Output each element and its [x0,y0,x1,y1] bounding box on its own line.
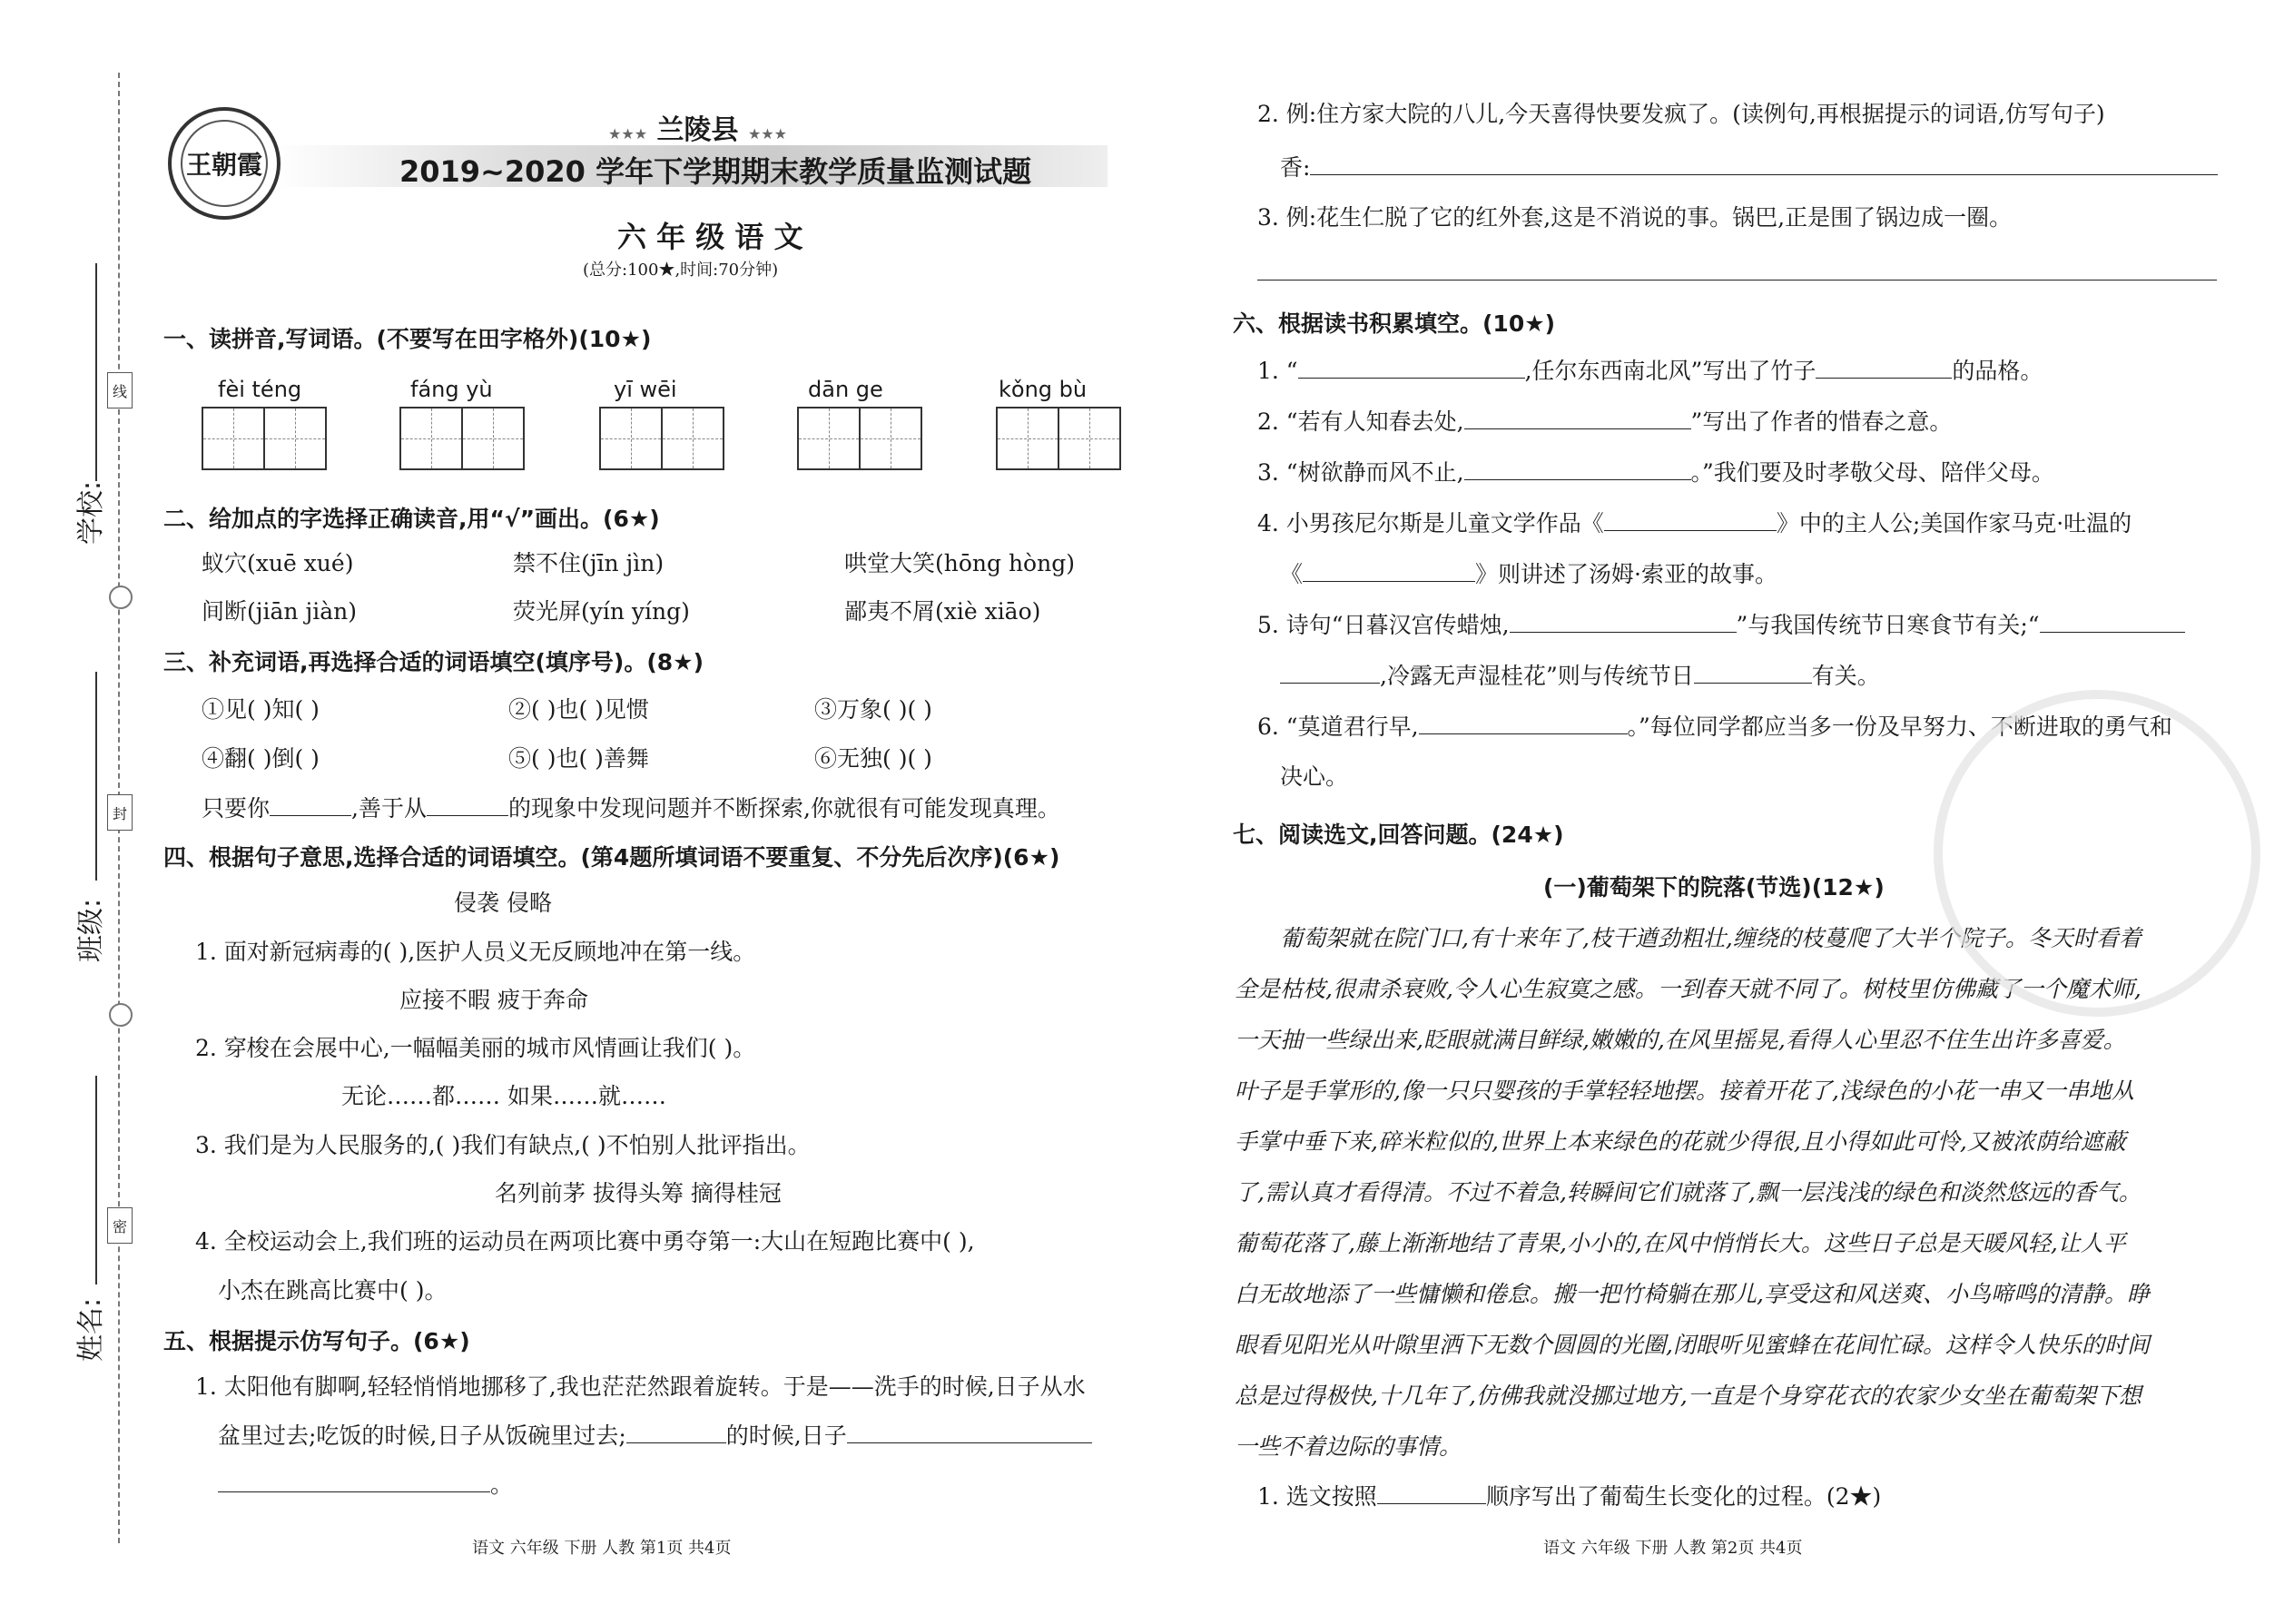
q6-item-4: 4. 小男孩尼尔斯是儿童文学作品《 》中的主人公;美国作家马克·吐温的 [1257,507,2132,540]
q3-blank-2[interactable] [427,792,508,816]
binding-mark-mi: 密 [107,1207,133,1244]
passage-line: 叶子是手掌形的,像一只只婴孩的手掌轻轻地摆。接着开花了,浅绿色的小花一串又一串地从 [1235,1078,2134,1104]
pinyin-1: fèi téng [218,377,302,402]
passage-line: 总是过得极快,十几年了,仿佛我就没挪过地方,一直是个身穿花衣的农家少女坐在葡萄架下想 [1235,1383,2141,1409]
q3-item-5[interactable]: ⑤( )也( )善舞 [508,745,649,772]
q6-blank-11[interactable] [1419,710,1628,734]
q6-blank-6[interactable] [1303,557,1475,582]
q6-blank-7[interactable] [1510,608,1737,633]
q6-item-5b: ,冷露无声湿桂花”则与传统节日 有关。 [1280,659,1880,693]
q3-sentence: 只要你 ,善于从 的现象中发现问题并不断探索,你就很有可能发现真理。 [202,792,1060,825]
footer-right: 语文 六年级 下册 人教 第2页 共4页 [1543,1539,1803,1558]
q2-item-2[interactable]: 禁不住(jīn jìn) [513,550,665,576]
q3-item-2[interactable]: ②( )也( )见惯 [508,696,649,723]
tian-grid-2[interactable] [399,407,523,470]
q2-item-3[interactable]: 哄堂大笑(hōng hòng) [844,550,1075,576]
q4-sentence-4a[interactable]: 4. 全校运动会上,我们班的运动员在两项比赛中勇夺第一:大山在短跑比赛中( ), [195,1228,975,1255]
q6-blank-9[interactable] [1280,659,1380,684]
q4-words-2: 应接不暇 疲于奔命 [399,987,588,1013]
q3-item-1[interactable]: ①见( )知( ) [202,696,320,723]
exam-title: 2019~2020 学年下学期期末教学质量监测试题 [399,154,1032,189]
pinyin-3: yī wēi [614,377,677,402]
q5-blank-2[interactable] [847,1419,1092,1443]
q6-blank-4[interactable] [1464,456,1691,480]
q5-sentence-1b: 盆里过去;吃饭的时候,日子从饭碗里过去; 的时候,日子 [218,1419,1092,1452]
q6-item-6: 6. “莫道君行早, 。”每位同学都应当多一份及早努力、不断进取的勇气和 [1257,710,2172,743]
q6-item-6b: 决心。 [1280,763,1349,790]
q2-item-6[interactable]: 鄙夷不屑(xiè xiāo) [844,598,1041,625]
binding-mark-feng: 封 [107,794,133,831]
q5-title: 五、根据提示仿写句子。(6★) [163,1328,470,1354]
q2-item-4[interactable]: 间断(jiān jiàn) [202,598,357,625]
q6-blank-2[interactable] [1816,354,1952,379]
q2-item-5[interactable]: 荧光屏(yín yíng) [513,598,690,625]
passage-line: 葡萄花落了,藤上渐渐地结了青果,小小的,在风中悄悄长大。这些日子总是天暖风轻,让人平 [1235,1230,2126,1256]
q3-title: 三、补充词语,再选择合适的词语填空(填序号)。(8★) [163,649,704,675]
class-label: 班级: [75,898,107,962]
q5-sentence-2: 2. 例:住方家大院的八儿,今天喜得快要发疯了。(读例句,再根据提示的词语,仿写句子) [1257,101,2105,127]
q3-item-6[interactable]: ⑥无独( )( ) [814,745,932,772]
q3-blank-1[interactable] [270,792,351,816]
name-field[interactable] [95,1076,97,1284]
school-field[interactable] [95,263,97,481]
q4-words-1: 侵袭 侵略 [454,890,552,916]
q5-sentence-3: 3. 例:花生仁脱了它的红外套,这是不消说的事。锅巴,正是围了锅边成一圈。 [1257,204,2013,231]
subject-title: 六 年 级 语 文 [617,220,803,254]
q3-item-3[interactable]: ③万象( )( ) [814,696,932,723]
q6-title: 六、根据读书积累填空。(10★) [1233,310,1556,337]
q6-blank-1[interactable] [1298,354,1525,379]
logo-emblem [168,107,281,220]
county-heading: ★★★ 兰陵县 ★★★ [608,114,787,146]
q4-sentence-4b[interactable]: 小杰在跳高比赛中( )。 [218,1277,448,1304]
q6-item-2: 2. “若有人知春去处, ”写出了作者的惜春之意。 [1257,405,1952,438]
binding-hole-icon [109,586,133,609]
tian-grid-1[interactable] [202,407,325,470]
score-info: (总分:100★,时间:70分钟) [583,261,779,280]
watermark-seal-icon [1934,690,2260,1017]
passage-line: 眼看见阳光从叶隙里洒下无数个圆圆的光圈,闭眼听见蜜蜂在花间忙碌。这样令人快乐的时间 [1235,1332,2150,1358]
q6-item-5: 5. 诗句“日暮汉宫传蜡烛, ”与我国传统节日寒食节有关;“ [1257,608,2185,642]
passage-line: 全是枯枝,很肃杀衰败,令人心生寂寞之感。一到春天就不同了。树枝里仿佛藏了一个魔术师, [1235,976,2141,1002]
tian-grid-5[interactable] [996,407,1119,470]
q5-blank-3[interactable] [218,1468,490,1492]
tian-grid-4[interactable] [797,407,921,470]
q5-blank-1[interactable] [626,1419,726,1443]
q6-item-3: 3. “树欲静而风不止, 。”我们要及时孝敬父母、陪伴父母。 [1257,456,2054,489]
q5-answer-3[interactable] [1257,280,2217,281]
q2-title: 二、给加点的字选择正确读音,用“√”画出。(6★) [163,506,660,532]
passage-line: 手掌中垂下来,碎米粒似的,世界上本来绿色的花就少得很,且小得如此可怜,又被浓荫给遮蔽 [1235,1128,2126,1155]
q7-question-1: 1. 选文按照 顺序写出了葡萄生长变化的过程。(2★) [1257,1480,1881,1513]
q3-item-4[interactable]: ④翻( )倒( ) [202,745,320,772]
footer-left: 语文 六年级 下册 人教 第1页 共4页 [472,1539,732,1558]
passage-line: 葡萄架就在院门口,有十来年了,枝干遒劲粗壮,缠绕的枝蔓爬了大半个院子。冬天时看着 [1280,925,2141,951]
pinyin-4: dān ge [808,377,883,402]
q4-sentence-3[interactable]: 3. 我们是为人民服务的,( )我们有缺点,( )不怕别人批评指出。 [195,1132,811,1158]
q2-item-1[interactable]: 蚁穴(xuē xué) [202,550,354,576]
passage-line: 了,需认真才看得清。不过不着急,转瞬间它们就落了,飘一层浅浅的绿色和淡然悠远的香气。 [1235,1179,2141,1206]
name-label: 姓名: [75,1297,107,1362]
binding-hole-icon [109,1003,133,1027]
tian-grid-3[interactable] [599,407,723,470]
passage-line: 一些不着边际的事情。 [1235,1433,1462,1460]
q4-sentence-2[interactable]: 2. 穿梭在会展中心,一幅幅美丽的城市风情画让我们( )。 [195,1035,756,1061]
q5-answer-2[interactable] [1310,151,2218,175]
q7-blank-1[interactable] [1377,1480,1486,1504]
school-label: 学校: [75,480,107,545]
passage-line: 一天抽一些绿出来,眨眼就满目鲜绿,嫩嫩的,在风里摇晃,看得人心里忍不住生出许多喜爱。 [1235,1027,2126,1053]
q4-sentence-1[interactable]: 1. 面对新冠病毒的( ),医护人员义无反顾地冲在第一线。 [195,939,756,965]
q6-blank-8[interactable] [2040,608,2185,633]
q5-sentence-1c: 。 [218,1468,513,1501]
pinyin-2: fáng yù [410,377,493,402]
class-field[interactable] [95,672,97,881]
q4-title: 四、根据句子意思,选择合适的词语填空。(第4题所填词语不要重复、不分先后次序)(6★) [163,844,1060,871]
q6-blank-3[interactable] [1464,405,1691,429]
passage-line: 白无故地添了一些慵懒和倦怠。搬一把竹椅躺在那儿,享受这和风送爽、小鸟啼鸣的清静。睁 [1235,1281,2150,1307]
q6-item-1: 1. “ ,任尔东西南北风”写出了竹子 的品格。 [1257,354,2043,388]
q5-hint: 香: [1280,151,2218,184]
q1-title: 一、读拼音,写词语。(不要写在田字格外)(10★) [163,326,652,352]
logo-text: 王朝霞 [181,120,268,207]
pinyin-5: kǒng bù [999,377,1088,402]
q5-sentence-1a: 1. 太阳他有脚啊,轻轻悄悄地挪移了,我也茫茫然跟着旋转。于是——洗手的时候,日子从水 [195,1373,1086,1400]
q4-words-4: 名列前茅 拔得头筹 摘得桂冠 [495,1180,782,1206]
q6-item-4b: 《 》则讲述了汤姆·索亚的故事。 [1280,557,1777,591]
q6-blank-10[interactable] [1694,659,1812,684]
q4-words-3: 无论……都…… 如果……就…… [341,1083,666,1109]
binding-mark-xian: 线 [107,372,133,408]
q6-blank-5[interactable] [1604,507,1777,531]
q7-title: 七、阅读选文,回答问题。(24★) [1233,822,1564,848]
passage-title: (一)葡萄架下的院落(节选)(12★) [1543,874,1885,901]
